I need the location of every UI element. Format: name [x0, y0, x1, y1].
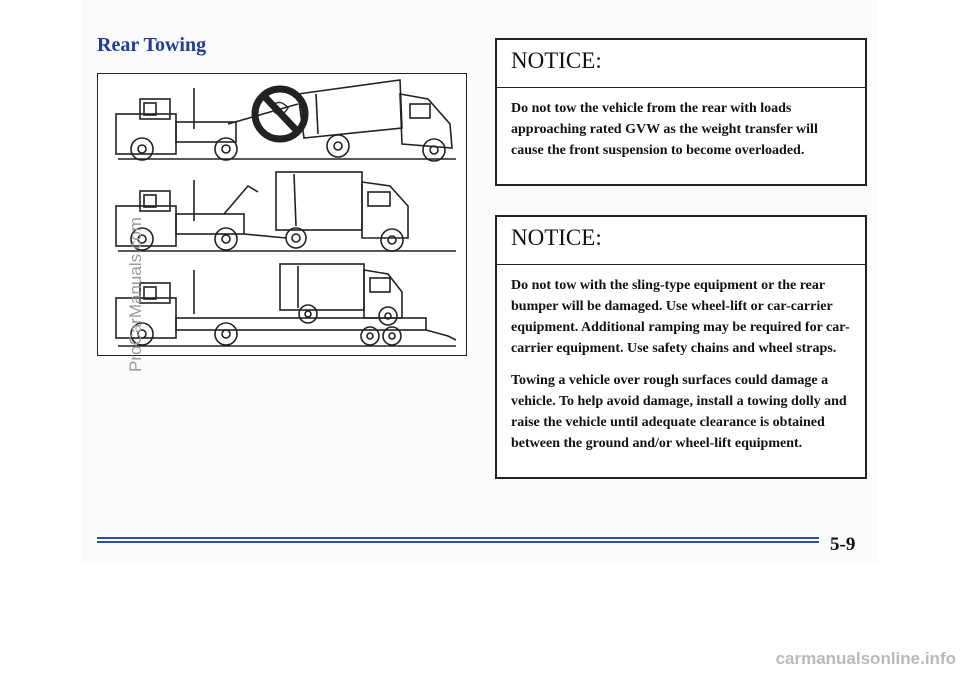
- notice-heading: NOTICE:: [497, 217, 865, 265]
- notice-paragraph: Do not tow the vehicle from the rear with loads approaching rated GVW as the weight transfer will cause the front suspension to become overloaded.: [511, 101, 818, 158]
- watermark-text: ProCarManuals.com: [126, 217, 145, 372]
- footer-rules: [97, 537, 819, 545]
- notice-body: [497, 88, 865, 161]
- towing-illustration: [97, 73, 467, 356]
- notice-heading: NOTICE:: [497, 40, 865, 88]
- notice-paragraph: Do not tow with the sling-type equipment or the rear bumper will be damaged. Use wheel-lift or car-carrier equipment. Additional ramping may be required for car-carrier equipment. Use safety chains and wheel straps.: [511, 278, 850, 356]
- notice-paragraph: Towing a vehicle over rough surfaces could damage a vehicle. To help avoid damage, install a towing dolly and raise the vehicle until adequate clearance is obtained between the ground and/or wheel-lift equipment.: [511, 373, 847, 451]
- sling-tow-prohibited-illustration: [116, 80, 456, 161]
- footer-site-link[interactable]: carmanualsonline.info: [775, 649, 956, 668]
- wheel-lift-tow-illustration: [116, 172, 456, 251]
- notice-box-gvw: [495, 38, 867, 186]
- section-title: Rear Towing: [97, 34, 207, 56]
- page-number: 5-9: [830, 534, 856, 555]
- notice-body: [497, 265, 865, 454]
- notice-box-sling: [495, 215, 867, 479]
- car-carrier-tow-illustration: [116, 264, 456, 346]
